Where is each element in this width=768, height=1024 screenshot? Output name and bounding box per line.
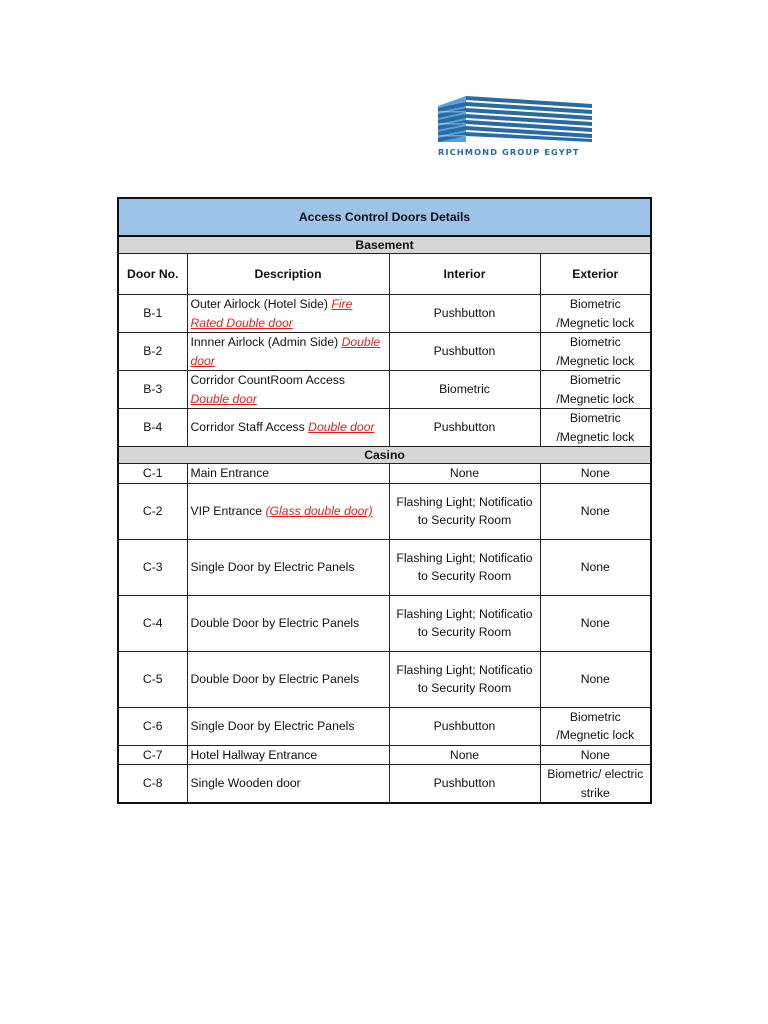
door-description <box>187 765 389 804</box>
door-description <box>187 595 389 651</box>
interior-control: Pushbutton <box>389 765 540 804</box>
exterior-control: Biometric /Megnetic lock <box>540 707 651 745</box>
door-description <box>187 295 389 333</box>
table-row <box>118 371 651 409</box>
header-exterior: Exterior <box>540 254 651 295</box>
exterior-control: Biometric /Megnetic lock <box>540 371 651 409</box>
table-title-row <box>118 198 651 236</box>
door-description <box>187 371 389 409</box>
interior-control: Biometric <box>389 371 540 409</box>
interior-control: Flashing Light; Notificatio to Security Room <box>389 539 540 595</box>
interior-control: Flashing Light; Notificatio to Security Room <box>389 483 540 539</box>
interior-control: None <box>389 745 540 765</box>
door-number: B-4 <box>118 409 187 447</box>
table-row <box>118 707 651 745</box>
description-text: Corridor CountRoom Access <box>190 373 345 387</box>
header-description: Description <box>187 254 389 295</box>
door-description <box>187 707 389 745</box>
interior-control: Flashing Light; Notificatio to Security Room <box>389 651 540 707</box>
door-description <box>187 539 389 595</box>
description-text: Double Door by Electric Panels <box>190 671 360 686</box>
description-text: Hotel Hallway Entrance <box>190 747 318 762</box>
section-title-casino: Casino <box>118 447 651 464</box>
company-name: RICHMOND GROUP EGYPT <box>438 147 580 157</box>
interior-control: None <box>389 464 540 484</box>
header-interior: Interior <box>389 254 540 295</box>
door-description <box>187 483 389 539</box>
table-row <box>118 483 651 539</box>
table-row <box>118 333 651 371</box>
exterior-control: Biometric /Megnetic lock <box>540 333 651 371</box>
description-text: Single Door by Electric Panels <box>190 718 355 733</box>
company-logo <box>436 92 596 160</box>
exterior-control: Biometric /Megnetic lock <box>540 295 651 333</box>
exterior-control: Biometric/ electric strike <box>540 765 651 804</box>
interior-control: Pushbutton <box>389 409 540 447</box>
door-number: C-3 <box>118 539 187 595</box>
door-type-note: Double door <box>190 391 257 406</box>
door-number: C-1 <box>118 464 187 484</box>
door-description <box>187 409 389 447</box>
door-number: B-2 <box>118 333 187 371</box>
door-number: C-6 <box>118 707 187 745</box>
table-row <box>118 539 651 595</box>
table-row <box>118 409 651 447</box>
door-type-note: Double door <box>308 420 375 435</box>
exterior-control: None <box>540 651 651 707</box>
exterior-control: None <box>540 745 651 765</box>
door-number: C-8 <box>118 765 187 804</box>
section-row <box>118 447 651 464</box>
door-description <box>187 745 389 765</box>
access-control-table <box>117 197 652 804</box>
door-number: C-7 <box>118 745 187 765</box>
table-row <box>118 295 651 333</box>
door-description <box>187 464 389 484</box>
table-title: Access Control Doors Details <box>118 198 651 236</box>
door-type-note: Fire Rated Double door <box>190 297 353 330</box>
door-type-note: (Glass double door) <box>265 503 373 518</box>
door-number: B-1 <box>118 295 187 333</box>
building-logo-icon <box>436 92 596 146</box>
table-row <box>118 464 651 484</box>
header-door-no: Door No. <box>118 254 187 295</box>
table-row <box>118 745 651 765</box>
description-text: Corridor Staff Access <box>190 420 309 435</box>
table-row <box>118 765 651 804</box>
exterior-control: Biometric /Megnetic lock <box>540 409 651 447</box>
section-row <box>118 236 651 254</box>
exterior-control: None <box>540 464 651 484</box>
interior-control: Pushbutton <box>389 707 540 745</box>
door-number: C-5 <box>118 651 187 707</box>
description-text: Single Wooden door <box>190 776 301 791</box>
interior-control: Pushbutton <box>389 333 540 371</box>
description-text: Innner Airlock (Admin Side) <box>190 335 342 349</box>
exterior-control: None <box>540 483 651 539</box>
exterior-control: None <box>540 539 651 595</box>
description-text: Double Door by Electric Panels <box>190 615 360 630</box>
interior-control: Pushbutton <box>389 295 540 333</box>
section-title-basement: Basement <box>118 236 651 254</box>
description-text: Main Entrance <box>190 466 270 480</box>
description-text: Outer Airlock (Hotel Side) <box>190 297 332 311</box>
door-description <box>187 333 389 371</box>
header-row <box>118 254 651 295</box>
exterior-control: None <box>540 595 651 651</box>
interior-control: Flashing Light; Notificatio to Security Room <box>389 595 540 651</box>
description-text: Single Door by Electric Panels <box>190 559 355 574</box>
table-row <box>118 651 651 707</box>
door-type-note: Double door <box>190 335 381 368</box>
door-number: B-3 <box>118 371 187 409</box>
door-description <box>187 651 389 707</box>
table-row <box>118 595 651 651</box>
door-number: C-2 <box>118 483 187 539</box>
description-text: VIP Entrance <box>190 503 266 518</box>
door-number: C-4 <box>118 595 187 651</box>
